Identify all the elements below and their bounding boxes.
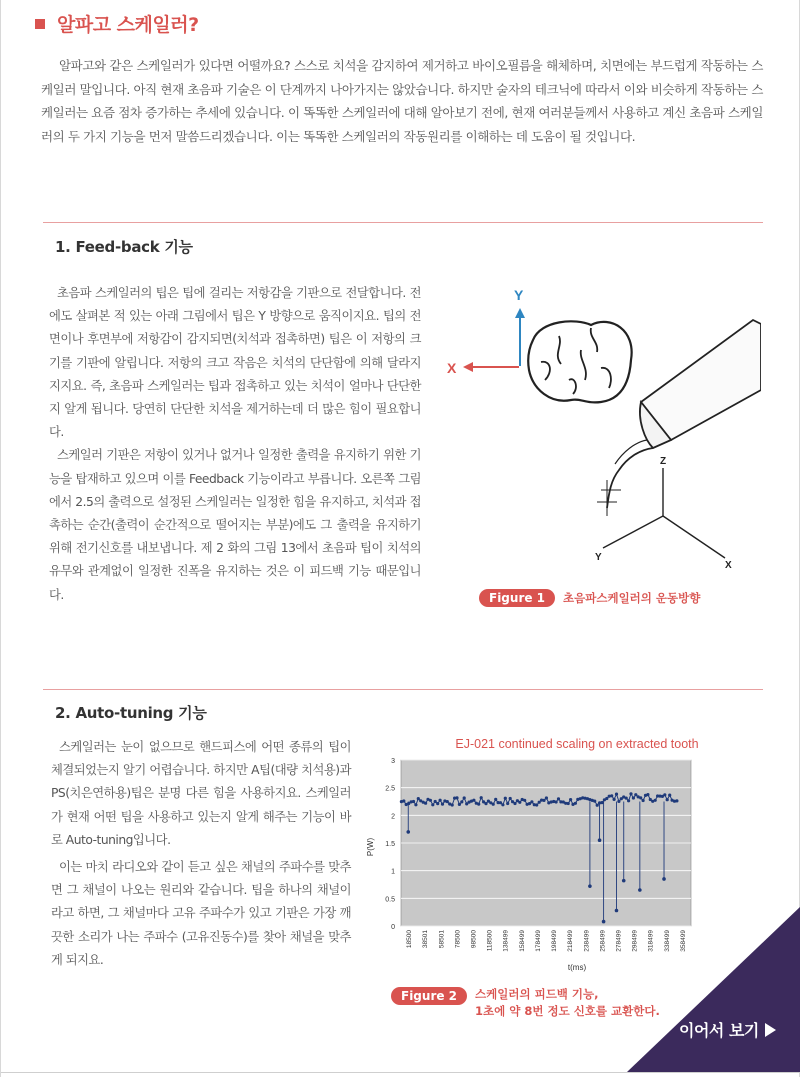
chart-data-point: [434, 800, 437, 803]
section2-paragraph1: 스케일러는 눈이 없으므로 핸드피스에 어떤 종류의 팁이 체결되었는지 알기 어렵습니다. 하지만 A팁(대량 치석용)과 PS(치은연하용)팁은 분명 다른 힘을 사용하지요. 스케일러가 현재 어떤 팁을 사용하고 있는지 알게 해주는 기능이 바로 Auto-tuning입니다.: [51, 740, 351, 847]
section2-text: [51, 736, 351, 972]
chart-ytick-label: 2: [391, 813, 395, 821]
continue-reading-button[interactable]: [679, 1018, 776, 1041]
section1-paragraph1: 초음파 스케일러의 팁은 팁에 걸리는 저항감을 기판으로 전달합니다. 전에도 살펴본 적 있는 아래 그림에서 팁은 Y 방향으로 움직이지요. 팁의 전면이나 후면부에 저항감이 감지되면(치석과 접촉하면) 팁은 이 저항의 크기를 기판에 알립니다. 저항의 크고 작음은 치석의 단단함에 의해 달라지지지요. 즉, 초음파 스케일러는 팁과 접촉하고 있는 치석이 얼마나 단단한지 알게 됩니다. 당연히 단단한 치석을 제거하는데 더 많은 힘이 필요합니다.: [49, 286, 421, 440]
chart-xtick-label: 178499: [534, 930, 542, 952]
figure1-illustration: [441, 280, 761, 580]
chart-data-point: [569, 798, 572, 801]
chart-dip-point: [602, 920, 606, 924]
chart-data-point: [441, 803, 444, 806]
chart-data-point: [523, 799, 526, 802]
chart-data-point: [509, 797, 512, 800]
chart-xtick-label: 298499: [631, 930, 639, 952]
chart-xtick-label: 358499: [679, 930, 687, 952]
chart-xtick-label: 238499: [583, 930, 591, 952]
chart-data-point: [555, 800, 558, 803]
chart-data-point: [642, 799, 645, 802]
section-divider: [43, 689, 763, 690]
chart-data-point: [605, 797, 608, 800]
chart-data-point: [480, 796, 483, 799]
x-arrow-head-icon: [463, 362, 473, 372]
chart-data-point: [460, 800, 463, 803]
chart-xtick-label: 138499: [502, 930, 510, 952]
chart-data-point: [455, 796, 458, 799]
chart-data-point: [492, 803, 495, 806]
continue-corner-banner[interactable]: [627, 906, 800, 1072]
figure2-badge: Figure 2: [391, 987, 467, 1005]
chart-data-point: [600, 801, 603, 804]
chart-data-point: [615, 793, 618, 796]
chart-data-point: [451, 803, 454, 806]
scaler-tip: [607, 448, 653, 508]
axis-y-top-label: Y: [514, 287, 524, 303]
axis-x-line: [663, 516, 725, 558]
axis-z-label: Z: [660, 456, 667, 467]
chart-dip-point: [662, 877, 666, 881]
chart-data-point: [567, 802, 570, 805]
chart-data-point: [632, 796, 635, 799]
chart-data-point: [666, 798, 669, 801]
tooth-fissures: [541, 328, 611, 394]
chart-data-point: [494, 798, 497, 801]
chart-xtick-label: 58501: [438, 930, 446, 949]
chart-data-point: [417, 797, 420, 800]
chart-xtick-label: 218499: [567, 930, 575, 952]
chart-xtick-label: 338499: [663, 930, 671, 952]
chart-xtick-label: 18500: [406, 930, 414, 949]
chart-data-point: [538, 801, 541, 804]
chart-data-point: [634, 793, 637, 796]
chart-data-point: [557, 797, 560, 800]
chart-data-point: [629, 792, 632, 795]
chart-data-point: [542, 799, 545, 802]
chart-xtick-label: 318499: [647, 930, 655, 952]
chart-xtick-label: 38501: [422, 930, 430, 949]
figure2-caption-line2: 1초에 약 8번 정도 신호를 교환한다.: [475, 1004, 660, 1018]
chart-data-point: [484, 802, 487, 805]
chart-data-point: [530, 800, 533, 803]
corner-triangle: [627, 906, 800, 1072]
chart-data-point: [477, 803, 480, 806]
section2-paragraph2: 이는 마치 라디오와 같이 듣고 싶은 채널의 주파수를 맞추면 그 채널이 나오는 원리와 같습니다. 팁을 하나의 채널이라고 하면, 그 채널마다 고유 주파수가 있고 기판은 가장 깨끗한 소리가 나는 주파수 (고유진동수)를 찾아 채널을 맞추게 되지요.: [51, 860, 351, 967]
chart-xtick-label: 198499: [551, 930, 559, 952]
intro-paragraph: 알파고와 같은 스케일러가 있다면 어떨까요? 스스로 치석을 감지하여 제거하고 바이오필름을 해체하며, 치면에는 부드럽게 작동하는 스케일러 말입니다. 아직 현재 초음파 기술은 이 단계까지 나아가지는 않았습니다. 하지만 술자의 테크닉에 따라서 이와 비슷하게 작동하는 스케일러는 요즘 점차 증가하는 추세에 있습니다. 이 똑똑한 스케일러에 대해 알아보기 전에, 현재 여러분들께서 사용하고 계신 초음파 스케일러의 두 가지 기능을 먼저 말씀드리겠습니다. 이는 똑똑한 스케일러의 작동원리를 이해하는 데 도움이 될 것입니다.: [41, 58, 763, 144]
chart-xtick-label: 78500: [454, 930, 462, 949]
section1-heading: 1. Feed-back 기능: [55, 238, 193, 256]
chart-data-point: [424, 802, 427, 805]
chart-data-point: [436, 802, 439, 805]
section1-paragraph2: 스케일러 기판은 저항이 있거나 없거나 일정한 출력을 유지하기 위한 기능을 탑재하고 있으며 이를 Feedback 기능이라고 부릅니다. 오른쪽 그림에서 2.5의 출력으로 설정된 스케일러는 일정한 힘을 유지하고, 치석과 접촉하는 순간(출력이 순간적으로 떨어지는 부분)에도 그 출력을 유지하기 위해 전기신호를 내보냅니다. 제 2 화의 그림 13에서 초음파 팁이 치석의 유무와 관계없이 일정한 진폭을 유지하는 것은 이 피드백 기능 때문입니다.: [49, 448, 421, 602]
chart-dip-point: [598, 838, 602, 842]
chart-dip-point: [622, 879, 626, 883]
chart-data-point: [625, 797, 628, 800]
chart-dip-point: [615, 909, 619, 913]
chart-dip-point: [406, 830, 410, 834]
section1-text: [49, 282, 421, 607]
chart-ytick-label: 3: [391, 758, 395, 765]
chart-data-point: [458, 803, 461, 806]
chart-xtick-label: 278499: [615, 930, 623, 952]
chart-data-point: [501, 803, 504, 806]
chart-ytick-label: 2.5: [385, 785, 395, 793]
chart-xtick-label: 98500: [470, 930, 478, 949]
handpiece-body: [641, 320, 761, 440]
chart-ytick-label: 0: [391, 924, 395, 931]
y-arrow-head-icon: [515, 308, 525, 318]
chart-data-point: [414, 803, 417, 806]
chart-ytick-label: 0.5: [385, 896, 395, 904]
scaler-tip-edge: [615, 440, 647, 464]
figure1-badge: Figure 1: [479, 589, 555, 607]
chart-data-point: [675, 799, 678, 802]
chart-data-point: [513, 802, 516, 805]
chart-ytick-label: 1.5: [385, 841, 395, 848]
chart-xtick-label: 258499: [599, 930, 607, 952]
chart-xtick-label: 158499: [518, 930, 526, 952]
figure1-caption-text: 초음파스케일러의 운동방향: [563, 590, 701, 605]
page-title: 알파고 스케일러?: [57, 14, 199, 36]
chart-data-point: [654, 799, 657, 802]
chart-data-point: [439, 799, 442, 802]
figure2-caption: [391, 987, 660, 1020]
chart-title: EJ-021 continued scaling on extracted tooth: [455, 737, 699, 751]
axis-y-line: [603, 516, 663, 548]
chart-xlabel: t(ms): [567, 963, 587, 972]
chart-dip-point: [588, 884, 592, 888]
chart-data-point: [402, 799, 405, 802]
figure2-caption-line1: 스케일러의 피드백 기능,: [475, 987, 599, 1001]
chart-data-point: [535, 803, 538, 806]
chart-data-point: [545, 796, 548, 799]
chart-data-point: [472, 799, 475, 802]
section2-heading: 2. Auto-tuning 기능: [55, 704, 207, 722]
title-bullet-icon: [35, 19, 45, 29]
chart-data-point: [446, 800, 449, 803]
chart-data-point: [596, 804, 599, 807]
chart-data-point: [429, 799, 432, 802]
chart-data-point: [613, 798, 616, 801]
chart-dip-point: [638, 888, 642, 892]
play-arrow-icon: [765, 1023, 776, 1037]
chart-data-point: [504, 797, 507, 800]
chart-xtick-label: 118500: [486, 930, 494, 952]
chart-data-point: [506, 802, 509, 805]
chart-ylabel: P(W): [366, 837, 375, 857]
axis-y-label: Y: [595, 552, 602, 563]
chart-ytick-label: 1: [391, 868, 395, 876]
chart-data-point: [593, 800, 596, 803]
axis-x-label: X: [725, 560, 732, 571]
chart-data-point: [668, 794, 671, 797]
chart-data-point: [663, 793, 666, 796]
figure1-caption: [479, 589, 700, 607]
continue-reading-label: 이어서 보기: [679, 1021, 759, 1040]
chart-data-point: [639, 796, 642, 799]
section-divider: [43, 222, 763, 223]
chart-data-point: [617, 800, 620, 803]
bottom-border: [1, 1072, 800, 1073]
chart-data-point: [499, 801, 502, 804]
chart-data-point: [463, 796, 466, 799]
chart-data-point: [412, 800, 415, 803]
title-bar: [35, 10, 199, 37]
chart-data-point: [518, 801, 521, 804]
axis-x-left-label: X: [447, 360, 457, 376]
chart-data-point: [646, 793, 649, 796]
chart-data-point: [610, 794, 613, 797]
chart-data-point: [574, 802, 577, 805]
chart-data-point: [431, 803, 434, 806]
chart-data-point: [627, 799, 630, 802]
